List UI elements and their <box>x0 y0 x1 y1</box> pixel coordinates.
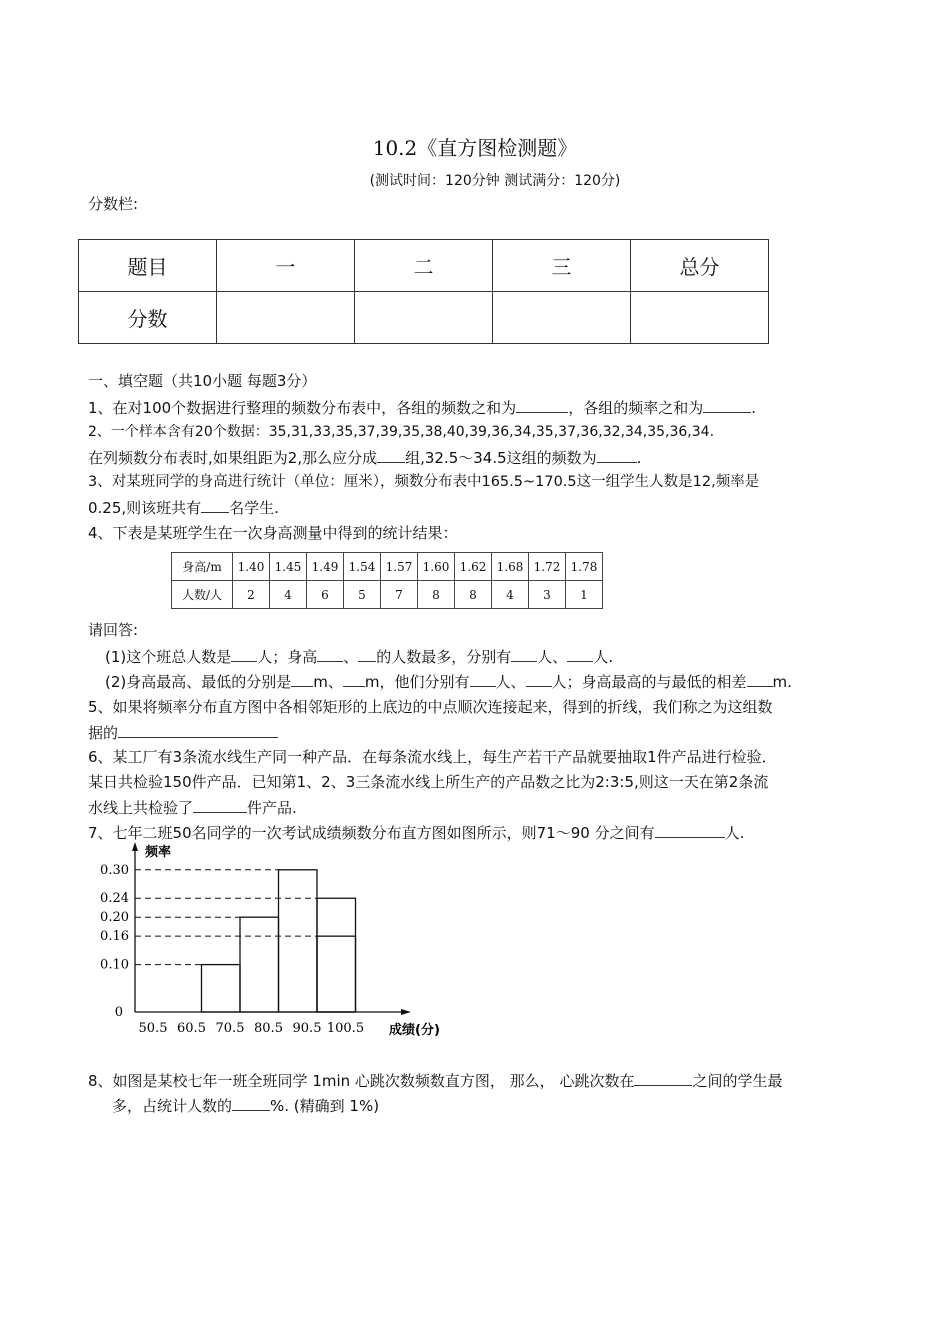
page-subtitle: (测试时间：120分钟 测试满分：120分) <box>369 173 621 189</box>
histogram-bar <box>202 965 241 1012</box>
height-table <box>171 552 603 609</box>
height-value: 1.62 <box>455 553 492 581</box>
count-value: 2 <box>233 581 270 609</box>
count-value: 4 <box>492 581 529 609</box>
x-tick-label: 50.5 <box>138 1021 168 1036</box>
score-table <box>78 239 769 344</box>
answer-blank[interactable] <box>232 1094 270 1111</box>
y-tick-label: 0.10 <box>100 957 129 973</box>
answer-blank[interactable] <box>703 396 751 413</box>
question-2-line2: 在列频数分布表时,如果组距为2,那么应分成 组,32.5～34.5这组的频数为 . <box>88 446 641 469</box>
height-value: 1.40 <box>233 553 270 581</box>
question-6-line1: 6、某工厂有3条流水线生产同一种产品．在每条流水线上，每生产若干产品就要抽取1件产品进行检验． <box>88 748 777 766</box>
answer-blank[interactable] <box>343 670 365 687</box>
question-8-line2: 多，占统计人数的 %. (精确到 1%) <box>112 1094 379 1117</box>
question-3-line1: 3、对某班同学的身高进行统计（单位：厘米），频数分布表中165.5~170.5这一组学生人数是12,频率是 <box>88 474 760 490</box>
count-value: 8 <box>455 581 492 609</box>
score-header-total: 总分 <box>631 240 769 292</box>
height-value: 1.68 <box>492 553 529 581</box>
answer-blank[interactable] <box>655 821 725 838</box>
score-cell[interactable] <box>493 292 631 344</box>
height-value: 1.60 <box>418 553 455 581</box>
height-value: 1.45 <box>270 553 307 581</box>
height-value: 1.78 <box>566 553 603 581</box>
answer-blank[interactable] <box>567 645 593 662</box>
answer-blank[interactable] <box>516 396 568 413</box>
count-value: 7 <box>381 581 418 609</box>
count-value: 4 <box>270 581 307 609</box>
answer-blank[interactable] <box>201 496 229 513</box>
question-2-line1: 2、一个样本含有20个数据：35,31,33,35,37,39,35,38,40,39,36,34,35,37,36,32,34,35,36,34. <box>88 424 715 440</box>
answer-blank[interactable] <box>634 1069 692 1086</box>
score-cell[interactable] <box>217 292 355 344</box>
x-tick-label: 90.5 <box>292 1021 322 1036</box>
answer-blank[interactable] <box>470 670 496 687</box>
count-value: 5 <box>344 581 381 609</box>
height-value: 1.49 <box>307 553 344 581</box>
question-4-part2: (2)身高最高、最低的分别是 m、 m，他们分别有 人、 人；身高最高的与最低的相差 m. <box>105 670 792 693</box>
answer-blank[interactable] <box>291 670 313 687</box>
score-header-two: 二 <box>355 240 493 292</box>
answer-blank[interactable] <box>118 721 278 738</box>
y-tick-zero: 0 <box>114 1005 123 1020</box>
histogram-chart <box>85 840 465 1040</box>
y-axis-label: 频率 <box>145 845 172 860</box>
height-value: 1.72 <box>529 553 566 581</box>
count-row-label: 人数/人 <box>172 581 233 609</box>
score-header-three: 三 <box>493 240 631 292</box>
answer-blank[interactable] <box>377 446 405 463</box>
histogram-bar <box>279 870 318 1012</box>
question-7: 7、七年二班50名同学的一次考试成绩频数分布直方图如图所示，则71～90 分之间有 人. <box>88 821 744 844</box>
histogram-bar <box>317 936 356 1012</box>
score-row-label: 分数 <box>79 292 217 344</box>
histogram-bar <box>317 898 356 1012</box>
answer-blank[interactable] <box>526 670 552 687</box>
question-1: 1、在对100个数据进行整理的频数分布表中，各组的频数之和为 ，各组的频率之和为 . <box>88 396 756 419</box>
count-value: 6 <box>307 581 344 609</box>
answer-blank[interactable] <box>511 645 537 662</box>
score-header-item: 题目 <box>79 240 217 292</box>
question-4-part1: (1)这个班总人数是 人；身高 、 的人数最多，分别有 人、 人. <box>105 645 613 668</box>
y-tick-label: 0.30 <box>100 862 129 878</box>
x-tick-label: 100.5 <box>326 1021 365 1036</box>
question-6-line3: 水线上共检验了 件产品. <box>88 796 297 819</box>
question-4-intro: 4、下表是某班学生在一次身高测量中得到的统计结果： <box>88 524 458 542</box>
x-axis-label: 成绩(分) <box>389 1023 440 1038</box>
score-cell[interactable] <box>631 292 769 344</box>
answer-blank[interactable] <box>231 645 257 662</box>
y-tick-label: 0.20 <box>100 910 129 926</box>
count-value: 1 <box>566 581 603 609</box>
score-header-one: 一 <box>217 240 355 292</box>
section-heading: 一、填空题（共10小题 每题3分） <box>88 372 317 390</box>
x-axis-arrow <box>401 1009 411 1015</box>
answer-blank[interactable] <box>597 446 637 463</box>
score-cell[interactable] <box>355 292 493 344</box>
height-value: 1.54 <box>344 553 381 581</box>
x-tick-label: 60.5 <box>177 1021 206 1036</box>
answer-blank[interactable] <box>317 645 343 662</box>
y-tick-label: 0.16 <box>100 929 129 945</box>
question-3-line2: 0.25,则该班共有 名学生. <box>88 496 279 519</box>
answer-prompt: 请回答: <box>88 621 139 639</box>
question-5-line1: 5、如果将频率分布直方图中各相邻矩形的上底边的中点顺次连接起来，得到的折线，我们称之为这组数 <box>88 698 773 716</box>
height-value: 1.57 <box>381 553 418 581</box>
histogram-bar <box>240 917 279 1012</box>
question-5-line2: 据的 <box>88 721 278 744</box>
page-title: 10.2《直方图检测题》 <box>372 136 578 160</box>
y-tick-label: 0.24 <box>100 891 129 907</box>
score-label: 分数栏: <box>88 195 139 213</box>
x-tick-label: 80.5 <box>254 1021 283 1036</box>
x-tick-label: 70.5 <box>215 1021 245 1036</box>
count-value: 8 <box>418 581 455 609</box>
question-8-line1: 8、如图是某校七年一班全班同学 1min 心跳次数频数直方图， 那么， 心跳次数在 之间的学生最 <box>88 1069 782 1092</box>
question-6-line2: 某日共检验150件产品．已知第1、2、3三条流水线上所生产的产品数之比为2:3:5,则这一天在第2条流 <box>88 773 769 791</box>
y-axis-arrow <box>132 842 138 851</box>
answer-blank[interactable] <box>358 645 376 662</box>
height-row-label: 身高/m <box>172 553 233 581</box>
answer-blank[interactable] <box>747 670 773 687</box>
answer-blank[interactable] <box>193 796 247 813</box>
count-value: 3 <box>529 581 566 609</box>
